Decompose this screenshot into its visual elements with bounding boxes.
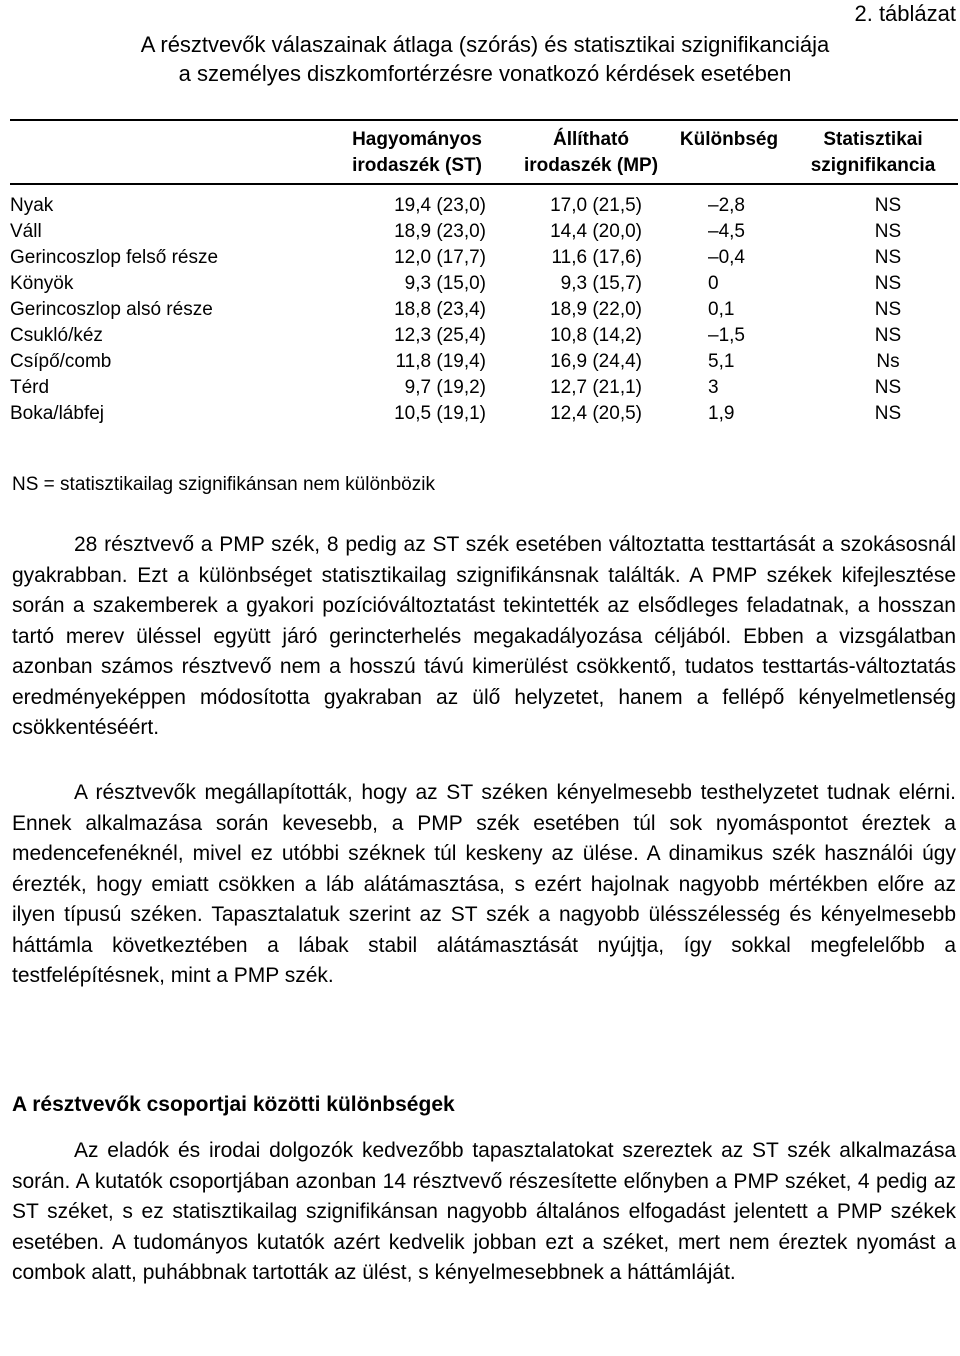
table-number-label: 2. táblázat <box>854 1 956 26</box>
difference-value: –1,5 <box>708 325 745 346</box>
discomfort-table <box>10 119 958 427</box>
row-label: Boka/lábfej <box>10 403 105 424</box>
st-value: 18,8 (23,4) <box>394 299 486 320</box>
header-significance: Statisztikai szignifikancia <box>788 120 958 184</box>
table-body <box>10 184 958 427</box>
row-label: Gerincoszlop felső része <box>10 247 219 268</box>
table-row <box>10 323 958 349</box>
paragraph-2: A résztvevők megállapították, hogy az ST széken kényelmesebb testhelyzetet tudnak elérni. Ennek alkalmazása során kevesebb, a PMP szék esetében túl sok nyomáspontot éreztek a medencefenéknél, mivel ez utóbbi széknek túl keskeny az ülése. A dinamikus szék használói úgy érezték, hogy emiatt csökken a láb alátámasztása, s ezért hajolnak nagyobb mértékben előre az ilyen típusú széken. Tapasztalatuk szerint az ST szék a nagyobb ülésszélesség és kényelmesebb háttámla következtében a lábak stabil alátámasztását nyújtja, így sokkal megfelelőbb a testfelépítésnek, mint a PMP szék. <box>12 781 956 987</box>
header-row-label <box>10 120 322 184</box>
mp-value: 10,8 (14,2) <box>550 325 642 346</box>
significance-value: NS <box>874 403 902 424</box>
st-value: 9,3 (15,0) <box>404 273 486 294</box>
difference-value: –2,8 <box>708 195 745 216</box>
row-label: Térd <box>10 377 50 398</box>
mp-value: 12,7 (21,1) <box>550 377 642 398</box>
significance-value: Ns <box>876 351 900 372</box>
paragraph-3: Az eladók és irodai dolgozók kedvezőbb tapasztalatokat szereztek az ST szék alkalmazása során. A kutatók csoportjában azonban 14 résztvevő részesítette előnyben a PMP széket, 4 pedig az ST széket, s ez statisztikailag szignifikánsan nagyobb általános elfogadást jelentett a PMP székek esetében. A tudományos kutatók azért kedvelik jobban ezt a széket, mert nem éreztek nyomást a combok alatt, puhábbnak tartották az ülést, s kényelmesebbnek a háttámláját. <box>12 1139 956 1284</box>
st-value: 12,0 (17,7) <box>394 247 486 268</box>
st-value: 12,3 (25,4) <box>394 325 486 346</box>
row-label: Nyak <box>10 195 54 216</box>
st-value: 10,5 (19,1) <box>394 403 486 424</box>
difference-value: 5,1 <box>708 351 735 372</box>
st-value: 19,4 (23,0) <box>394 195 486 216</box>
table-caption-line-2: a személyes diszkomfortérzésre vonatkozó kérdések esetében <box>178 61 792 86</box>
table-row <box>10 401 958 427</box>
mp-value: 17,0 (21,5) <box>550 195 642 216</box>
row-label: Könyök <box>10 273 74 294</box>
difference-value: 0 <box>708 273 719 294</box>
difference-value: –0,4 <box>708 247 745 268</box>
mp-value: 18,9 (22,0) <box>550 299 642 320</box>
significance-value: NS <box>874 273 902 294</box>
difference-value: –4,5 <box>708 221 745 242</box>
st-value: 18,9 (23,0) <box>394 221 486 242</box>
table-row <box>10 297 958 323</box>
row-label: Csípő/comb <box>10 351 112 372</box>
significance-value: NS <box>874 221 902 242</box>
mp-value: 16,9 (24,4) <box>550 351 642 372</box>
table-row <box>10 219 958 245</box>
row-label: Gerincoszlop alsó része <box>10 299 213 320</box>
section-heading: A résztvevők csoportjai közötti különbségek <box>12 1093 455 1116</box>
row-label: Csukló/kéz <box>10 325 103 346</box>
st-value: 9,7 (19,2) <box>404 377 486 398</box>
table-footnote: NS = statisztikailag szignifikánsan nem különbözik <box>12 474 435 495</box>
st-value: 11,8 (19,4) <box>395 351 486 372</box>
table-row <box>10 271 958 297</box>
table-header-row <box>10 120 958 184</box>
header-difference: Különbség <box>670 120 788 184</box>
significance-value: NS <box>874 325 902 346</box>
table-row <box>10 349 958 375</box>
mp-value: 14,4 (20,0) <box>550 221 642 242</box>
paragraph-1: 28 résztvevő a PMP szék, 8 pedig az ST szék esetében változtatta testtartását a szokásosnál gyakrabban. Ezt a különbséget statisztikailag szignifikánsnak találták. A PMP székek kifejlesztése során a szakemberek a gyakori pozícióváltoztatást tekintették az elsődleges feladatnak, a hosszan tartó merev üléssel együtt járó gerincterhelés megakadályozása céljából. Ebben a vizsgálatban azonban számos résztvevő nem a hosszú távú kimerülést csökkentő, tudatos testtartás-változtatás eredményeképpen módosította gyakraban az ülő helyzetet, hanem a fellépő kényelmetlenség csökkentéséért. <box>12 533 956 739</box>
row-label: Váll <box>10 221 42 242</box>
header-mp-chair: Állítható irodaszék (MP) <box>512 120 670 184</box>
table-row <box>10 184 958 219</box>
difference-value: 1,9 <box>708 403 735 424</box>
significance-value: NS <box>874 299 902 320</box>
significance-value: NS <box>874 247 902 268</box>
significance-value: NS <box>874 377 902 398</box>
mp-value: 11,6 (17,6) <box>551 247 642 268</box>
difference-value: 0,1 <box>708 299 735 320</box>
header-st-chair: Hagyományos irodaszék (ST) <box>322 120 512 184</box>
significance-value: NS <box>874 195 902 216</box>
mp-value: 12,4 (20,5) <box>550 403 642 424</box>
difference-value: 3 <box>708 377 719 398</box>
mp-value: 9,3 (15,7) <box>560 273 642 294</box>
table-caption-line-1: A résztvevők válaszainak átlaga (szórás) és statisztikai szignifikanciája <box>140 32 830 57</box>
table-row <box>10 245 958 271</box>
table-row <box>10 375 958 401</box>
